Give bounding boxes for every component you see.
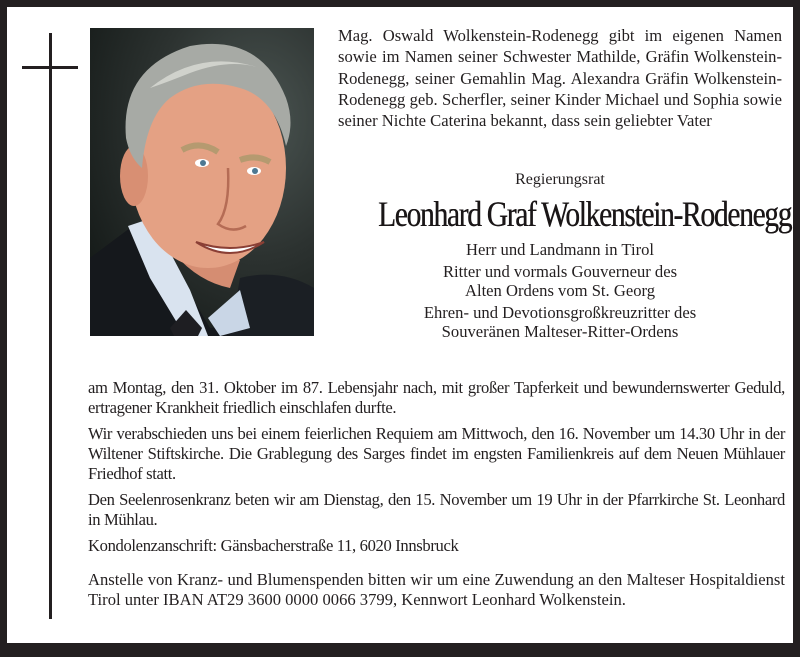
- rosary-paragraph: Den Seelenrosenkranz beten wir am Dienstag, den 15. November um 19 Uhr in der Pfarrkirche St. Leonhard in Mühlau.: [88, 490, 785, 529]
- condolence-address: Kondolenzanschrift: Gänsbacherstraße 11, 6020 Innsbruck: [88, 536, 459, 555]
- obituary-card: [7, 7, 793, 643]
- intro-text: Mag. Oswald Wolkenstein-Rodenegg gibt im eigenen Namen sowie im Namen seiner Schwester Mathilde, Gräfin Wolkenstein-Rodenegg, seiner Gemahlin Mag. Alexandra Gräfin Wolkenstein-Rodenegg geb. Scherfler, seiner Kinder Michael und Sophia sowie seiner Nichte Caterina bekannt, dass sein geliebter Vater: [338, 26, 782, 131]
- deceased-title-block: [338, 170, 792, 344]
- deceased-rank: Regierungsrat: [515, 171, 605, 188]
- deceased-titles: [338, 240, 782, 341]
- title-line: Ritter und vormals Gouverneur des: [442, 262, 678, 281]
- title-line: Ehren- und Devotionsgroßkreuzritter des: [423, 303, 697, 322]
- portrait-photo: [90, 28, 314, 336]
- passing-paragraph: am Montag, den 31. Oktober im 87. Lebensjahr nach, mit großer Tapferkeit und bewundernswerter Geduld, ertragener Krankheit friedlich einschlafen durfte.: [88, 378, 785, 417]
- obituary-body: [88, 378, 785, 616]
- cross-vertical-bar: [49, 33, 52, 619]
- title-line: Herr und Landmann in Tirol: [465, 240, 655, 259]
- title-line: Alten Ordens vom St. Georg: [464, 281, 656, 300]
- requiem-paragraph: Wir verabschieden uns bei einem feierlichen Requiem am Mittwoch, den 16. November um 14.30 Uhr in der Wiltener Stiftskirche. Die Grablegung des Sarges findet im engsten Familienkreis auf dem Neuen Mühlauer Friedhof statt.: [88, 424, 785, 483]
- announcement-intro: [338, 25, 782, 131]
- deceased-name: Leonhard Graf Wolkenstein-Rodenegg: [377, 194, 792, 234]
- cross-horizontal-bar: [22, 66, 78, 69]
- portrait-illustration: [90, 28, 314, 336]
- title-line: Souveränen Malteser-Ritter-Ordens: [441, 322, 679, 341]
- donation-paragraph: Anstelle von Kranz- und Blumenspenden bitten wir um eine Zuwendung an den Malteser Hospitaldienst Tirol unter IBAN AT29 3600 0000 0066 3799, Kennwort Leonhard Wolkenstein.: [88, 570, 785, 609]
